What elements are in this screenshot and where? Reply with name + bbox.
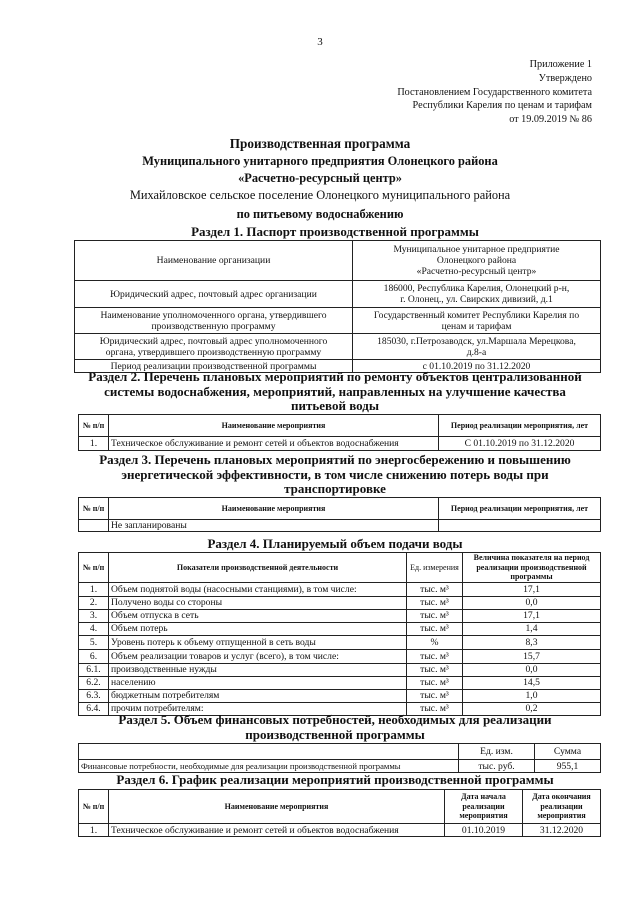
table-cell: 6. xyxy=(79,649,109,663)
table-cell: % xyxy=(407,635,463,649)
table-cell: 14,5 xyxy=(463,676,601,689)
table-cell: 8,3 xyxy=(463,635,601,649)
table-cell: тыс. м³ xyxy=(407,702,463,715)
settlement-name: Михайловское сельское поселение Олонецкого муниципального района xyxy=(129,188,511,202)
section-2-title xyxy=(70,370,600,414)
table-cell: тыс. руб. xyxy=(459,760,535,773)
table-cell: 0,0 xyxy=(463,596,601,609)
header-cell: Наименование мероприятия xyxy=(109,790,445,824)
table-cell: тыс. м³ xyxy=(407,622,463,635)
table-cell: тыс. м³ xyxy=(407,649,463,663)
table-cell xyxy=(353,334,601,360)
header-cell: Показатели производственной деятельности xyxy=(109,553,407,583)
table-cell: Техническое обслуживание и ремонт сетей и объектов водоснабжения xyxy=(109,824,445,837)
table-cell: 31.12.2020 xyxy=(523,824,601,837)
table-row xyxy=(79,520,601,532)
header-cell: Наименование мероприятия xyxy=(109,498,439,520)
table-cell: С 01.10.2019 по 31.12.2020 xyxy=(439,437,601,451)
program-title: Производственная программа xyxy=(229,136,411,151)
table-cell: 1. xyxy=(79,437,109,451)
table-row xyxy=(79,437,601,451)
title-line: производственной программы xyxy=(245,726,425,742)
cell-line: д.8-а xyxy=(466,346,487,358)
energy-measures-table xyxy=(78,497,601,532)
repair-measures-table xyxy=(78,414,601,451)
table-cell: Финансовые потребности, необходимые для реализации производственной программы xyxy=(79,760,459,773)
water-supply-table xyxy=(78,552,601,716)
table-cell: 1. xyxy=(79,582,109,596)
table-row xyxy=(79,415,601,437)
table-row xyxy=(75,281,601,308)
table-cell: 1,4 xyxy=(463,622,601,635)
table-cell: 4. xyxy=(79,622,109,635)
table-row xyxy=(79,689,601,702)
cell-line: г. Олонец., ул. Свирских дивизий, д.1 xyxy=(400,294,553,305)
title-line: Раздел 2. Перечень плановых мероприятий по ремонту объектов централизованной xyxy=(88,369,582,384)
table-cell: Объем реализации товаров и услуг (всего), в том числе: xyxy=(109,649,407,663)
header-cell: Наименование мероприятия xyxy=(109,415,439,437)
program-subject: по питьевому водоснабжению xyxy=(236,207,404,221)
table-row xyxy=(79,676,601,689)
table-cell: 6.3. xyxy=(79,689,109,702)
section-5-title xyxy=(70,713,600,742)
table-row xyxy=(79,582,601,596)
table-cell xyxy=(353,281,601,308)
financial-table xyxy=(78,743,601,773)
table-row xyxy=(75,308,601,334)
title-line: транспортировке xyxy=(284,481,386,496)
table-cell: тыс. м³ xyxy=(407,689,463,702)
table-cell: Наименование организации xyxy=(75,241,353,281)
table-cell: 955,1 xyxy=(535,760,601,773)
approval-block xyxy=(397,58,592,127)
table-row xyxy=(79,649,601,663)
table-cell: тыс. м³ xyxy=(407,596,463,609)
title-line: питьевой воды xyxy=(291,398,379,413)
table-cell: производственные нужды xyxy=(109,663,407,676)
table-cell xyxy=(75,334,353,360)
table-cell: населению xyxy=(109,676,407,689)
header-cell: № п/п xyxy=(79,498,109,520)
cell-line: Государственный комитет Республики Карелия по xyxy=(373,309,580,321)
table-cell: тыс. м³ xyxy=(407,609,463,622)
title-line: Раздел 5. Объем финансовых потребностей, необходимых для реализации xyxy=(118,712,552,727)
table-cell: Объем потерь xyxy=(109,622,407,635)
cell-line: 186000, Республика Карелия, Олонецкий р-н, xyxy=(383,283,570,294)
table-cell: Техническое обслуживание и ремонт сетей и объектов водоснабжения xyxy=(109,437,439,451)
cell-line: органа, утвердившего производственную программу xyxy=(105,346,322,358)
table-cell xyxy=(79,520,109,532)
table-cell: прочим потребителям: xyxy=(109,702,407,715)
cell-line: 185030, г.Петрозаводск, ул.Маршала Мерецкова, xyxy=(377,335,576,347)
passport-table xyxy=(74,240,601,373)
header-cell: Величина показателя на период реализации производственной программы xyxy=(463,553,601,583)
section-6-title: Раздел 6. График реализации мероприятий производственной программы xyxy=(116,772,554,787)
header-cell: Период реализации мероприятия, лет xyxy=(439,498,601,520)
table-cell: тыс. м³ xyxy=(407,676,463,689)
table-cell: бюджетным потребителям xyxy=(109,689,407,702)
table-cell: Не запланированы xyxy=(109,520,439,532)
approval-line: Утверждено xyxy=(538,72,592,84)
table-row xyxy=(79,744,601,760)
header-cell: Ед. измерения xyxy=(407,553,463,583)
header-cell: Сумма xyxy=(535,744,601,760)
table-cell: тыс. м³ xyxy=(407,582,463,596)
cell-line: Олонецкого района xyxy=(436,255,517,266)
table-cell: Объем поднятой воды (насосными станциями), в том числе: xyxy=(109,582,407,596)
table-cell: 0,2 xyxy=(463,702,601,715)
table-cell: с 01.10.2019 по 31.12.2020 xyxy=(353,360,601,373)
cell-line: ценам и тарифам xyxy=(441,320,512,332)
approval-line: Постановлением Государственного комитета xyxy=(397,86,592,98)
table-row xyxy=(79,824,601,837)
table-row xyxy=(75,241,601,281)
cell-line: Муниципальное унитарное предприятие xyxy=(393,244,560,255)
cell-line: Наименование уполномоченного органа, утвердившего xyxy=(100,309,327,321)
approval-line: от 19.09.2019 № 86 xyxy=(509,114,592,126)
table-row xyxy=(79,790,601,824)
table-row xyxy=(79,596,601,609)
table-cell: 2. xyxy=(79,596,109,609)
table-cell: 6.4. xyxy=(79,702,109,715)
table-row xyxy=(79,760,601,773)
table-cell: 0,0 xyxy=(463,663,601,676)
table-cell: тыс. м³ xyxy=(407,663,463,676)
table-row xyxy=(79,609,601,622)
enterprise-short-name: «Расчетно-ресурсный центр» xyxy=(238,171,402,185)
header-cell: Период реализации мероприятия, лет xyxy=(439,415,601,437)
approval-line: Республики Карелия по ценам и тарифам xyxy=(412,100,592,112)
table-row xyxy=(79,663,601,676)
header-cell: Дата окончания реализации мероприятия xyxy=(523,790,601,824)
table-cell xyxy=(353,241,601,281)
table-cell xyxy=(75,308,353,334)
title-line: системы водоснабжения, мероприятий, направленных на улучшение качества xyxy=(104,383,566,399)
page-number: 3 xyxy=(317,36,323,48)
schedule-table xyxy=(78,789,601,837)
table-cell: 3. xyxy=(79,609,109,622)
table-cell: 6.2. xyxy=(79,676,109,689)
table-cell: 17,1 xyxy=(463,609,601,622)
table-row xyxy=(79,498,601,520)
section-3-title xyxy=(70,453,600,497)
cell-line: «Расчетно-ресурсный центр» xyxy=(416,266,537,277)
table-cell xyxy=(353,308,601,334)
table-row xyxy=(75,334,601,360)
approval-line: Приложение 1 xyxy=(529,59,592,70)
enterprise-name: Муниципального унитарного предприятия Олонецкого района xyxy=(142,154,498,168)
table-cell: Уровень потерь к объему отпущенной в сеть воды xyxy=(109,635,407,649)
title-line: Раздел 3. Перечень плановых мероприятий по энергосбережению и повышению xyxy=(99,452,571,467)
table-cell: 17,1 xyxy=(463,582,601,596)
header-cell: № п/п xyxy=(79,790,109,824)
cell-line: Юридический адрес, почтовый адрес уполномоченного xyxy=(99,335,328,347)
table-cell: Получено воды со стороны xyxy=(109,596,407,609)
table-row xyxy=(79,635,601,649)
table-cell: Юридический адрес, почтовый адрес организации xyxy=(75,281,353,308)
table-cell: 15,7 xyxy=(463,649,601,663)
table-cell: 1,0 xyxy=(463,689,601,702)
table-cell: Объем отпуска в сеть xyxy=(109,609,407,622)
table-cell: 5. xyxy=(79,635,109,649)
table-cell: 1. xyxy=(79,824,109,837)
table-cell: 6.1. xyxy=(79,663,109,676)
title-line: энергетической эффективности, в том числе снижению потерь воды при xyxy=(121,466,549,482)
cell-line: производственную программу xyxy=(151,320,276,332)
section-4-title: Раздел 4. Планируемый объем подачи воды xyxy=(207,536,463,551)
table-cell xyxy=(439,520,601,532)
table-cell: 01.10.2019 xyxy=(445,824,523,837)
section-1-title: Раздел 1. Паспорт производственной программы xyxy=(191,224,479,239)
table-row xyxy=(79,622,601,635)
header-cell: № п/п xyxy=(79,553,109,583)
table-cell xyxy=(79,744,459,760)
table-cell: Период реализации производственной программы xyxy=(75,360,353,373)
table-row xyxy=(79,553,601,583)
header-cell: № п/п xyxy=(79,415,109,437)
header-cell: Ед. изм. xyxy=(459,744,535,760)
header-cell: Дата начала реализации мероприятия xyxy=(445,790,523,824)
